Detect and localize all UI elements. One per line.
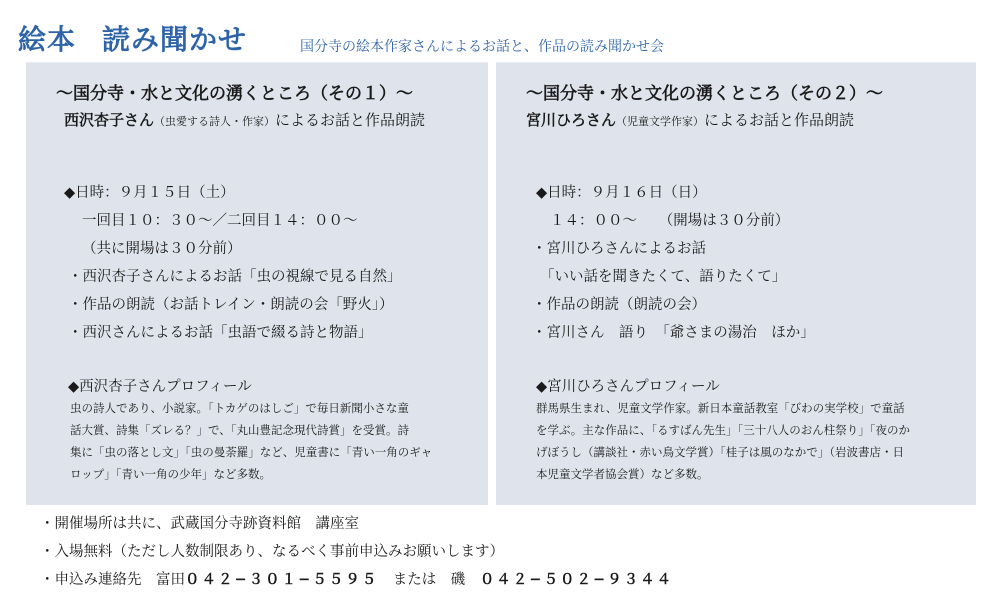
bio-line: 本児童文学者協会賞）など多数。 bbox=[536, 467, 709, 481]
program-item: ・西沢杏子さんによるお話「虫の視線で見る自然」 bbox=[68, 269, 402, 285]
contact-phone-tomita: ０４２−３０１−５５９５ bbox=[185, 572, 379, 588]
page-subtitle: 国分寺の絵本作家さんによるお話と、作品の読み聞かせ会 bbox=[300, 39, 664, 55]
speaker-name: 西沢杏子さん bbox=[64, 111, 155, 129]
program-item: ・宮川ひろさんによるお話 bbox=[532, 241, 706, 257]
program-item: ・作品の朗読（お話トレイン・朗読の会「野火」） bbox=[68, 297, 394, 313]
bio-line: ロップ」「青い一角の少年」など多数。 bbox=[70, 467, 272, 481]
event-open: （共に開場は３０分前） bbox=[82, 241, 242, 257]
profile-heading: ◆宮川ひろさんプロフィール bbox=[536, 379, 720, 395]
event-date: ◆日時：９月１６日（日） bbox=[536, 185, 707, 201]
program-item: ・西沢さんによるお話「虫語で綴る詩と物語」 bbox=[68, 325, 373, 341]
title-ehon: 絵本 bbox=[18, 23, 77, 56]
speaker-line bbox=[64, 109, 425, 130]
event-date: ◆日時：９月１５日（土） bbox=[64, 185, 235, 201]
footer-contact bbox=[40, 568, 673, 589]
page-title bbox=[18, 18, 247, 58]
event-title: 〜国分寺・水と文化の湧くところ（その１）〜 bbox=[56, 84, 413, 104]
bio-line: 虫の詩人であり、小説家。「トカゲのはしご」で毎日新聞小さな童 bbox=[70, 401, 409, 415]
footer-admission: ・入場無料（ただし人数制限あり、なるべく事前申込みお願いします） bbox=[40, 544, 504, 560]
speaker-role: （児童文学作家） bbox=[616, 115, 705, 128]
profile-heading: ◆西沢杏子さんプロフィール bbox=[68, 379, 252, 395]
speaker-line bbox=[526, 109, 854, 130]
footer-venue: ・開催場所は共に、武蔵国分寺跡資料館 講座室 bbox=[40, 516, 359, 532]
contact-phone-iso: ０４２−５０２−９３４４ bbox=[479, 572, 674, 588]
title-yomikikase: 読み聞かせ bbox=[102, 23, 248, 56]
program-item: ・作品の朗読（朗読の会） bbox=[532, 297, 706, 313]
program-item: 「いい話を聞きたくて、語りたくて」 bbox=[540, 269, 787, 285]
bio-line: 群馬県生まれ、児童文学作家。新日本童話教室「びわの実学校」で童話 bbox=[536, 401, 905, 415]
contact-prefix: ・申込み連絡先 富田 bbox=[40, 572, 185, 588]
bio-line: 集に「虫の落とし文」「虫の曼荼羅」など、児童書に「青い一角のギャ bbox=[70, 445, 433, 459]
speaker-name: 宮川ひろさん bbox=[526, 111, 617, 129]
bio-line: げぼうし（講談社・赤い鳥文学賞）「桂子は風のなかで」（岩波書店・日 bbox=[536, 445, 904, 459]
speaker-tail: によるお話と作品朗読 bbox=[704, 111, 855, 129]
speaker-tail: によるお話と作品朗読 bbox=[275, 111, 426, 129]
event-times: 一回目１０：３０〜／二回目１４：００〜 bbox=[82, 213, 358, 229]
event-panel-left bbox=[26, 62, 488, 505]
event-title: 〜国分寺・水と文化の湧くところ（その２）〜 bbox=[526, 84, 883, 104]
speaker-role: （虫愛する詩人・作家） bbox=[154, 115, 276, 128]
bio-line: を学ぶ。主な作品に、「るすばん先生」「三十八人のおん柱祭り」「夜のか bbox=[536, 423, 910, 437]
profile-bio bbox=[536, 397, 910, 485]
event-panel-right bbox=[496, 62, 976, 505]
contact-mid: または 磯 bbox=[378, 572, 480, 588]
bio-line: 話大賞、詩集「ズレる？」で、「丸山豊記念現代詩賞」を受賞。詩 bbox=[70, 423, 410, 437]
event-times: １４：００〜 （開場は３０分前） bbox=[550, 213, 790, 229]
program-item: ・宮川さん 語り 「爺さまの湯治 ほか」 bbox=[532, 325, 815, 341]
profile-bio bbox=[70, 397, 432, 485]
